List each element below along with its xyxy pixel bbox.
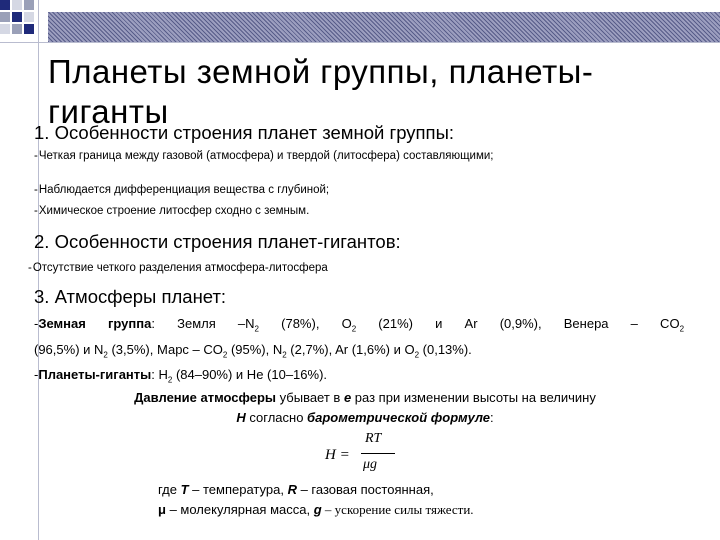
deco-square xyxy=(24,24,34,34)
terrestrial-line-2: (96,5%) и $N_2$ (3,5%), Марс – $CO_2$ (95%), $N_2$ (2,7%), Ar (1,6%) и $O_2$ (0,13%). xyxy=(34,341,472,360)
giants-line: -Планеты-гиганты: $H_2$ (84–90%) и He (10–16%). xyxy=(34,367,328,385)
section3-heading: 3. Атмосферы планет: xyxy=(34,286,227,307)
deco-square xyxy=(0,0,10,10)
deco-square xyxy=(12,24,22,34)
section1-item: -Наблюдается дифференциация вещества с глубиной; xyxy=(34,184,330,196)
section1-item: -Четкая граница между газовой (атмосфера) и твердой (литосфера) составляющими; xyxy=(34,150,494,162)
header-decoration xyxy=(0,0,720,60)
legend-line-2: μ – молекулярная масса, g – ускорение силы тяжести. xyxy=(158,502,474,517)
deco-square xyxy=(0,12,10,22)
formula-lhs: H = xyxy=(325,447,350,463)
deco-square xyxy=(12,12,22,22)
barometric-formula xyxy=(325,431,415,481)
slide-title: Планеты земной группы, планеты-гиганты xyxy=(48,53,594,130)
section2-heading: 2. Особенности строения планет-гигантов: xyxy=(34,231,401,252)
section2-item: -Отсутствие четкого разделения атмосфера-литосфера xyxy=(28,262,328,274)
formula-numerator: RT xyxy=(365,431,382,446)
terrestrial-line: -Земная группа: Земля $-N_2$ (78%), $O_2$ (21%) и Ar (0,9%), Венера – $CO_2$ xyxy=(34,316,685,334)
fraction-bar xyxy=(361,453,395,454)
section1-heading: 1. Особенности строения планет земной группы: xyxy=(34,122,455,143)
atmospheres-text xyxy=(34,314,684,391)
deco-square xyxy=(0,24,10,34)
horizontal-rule xyxy=(0,42,720,43)
formula-denominator: μg xyxy=(363,457,378,472)
deco-square xyxy=(12,0,22,10)
deco-square xyxy=(24,0,34,10)
legend-line-1: где T – температура, R – газовая постоянная, xyxy=(158,482,434,497)
deco-square xyxy=(24,12,34,22)
section1-item: -Химическое строение литосфер сходно с земным. xyxy=(34,205,310,217)
pressure-text: Давление атмосферы убывает в e раз при изменении высоты на величину H согласно барометрической формуле: xyxy=(134,390,596,425)
header-bar xyxy=(48,12,720,42)
